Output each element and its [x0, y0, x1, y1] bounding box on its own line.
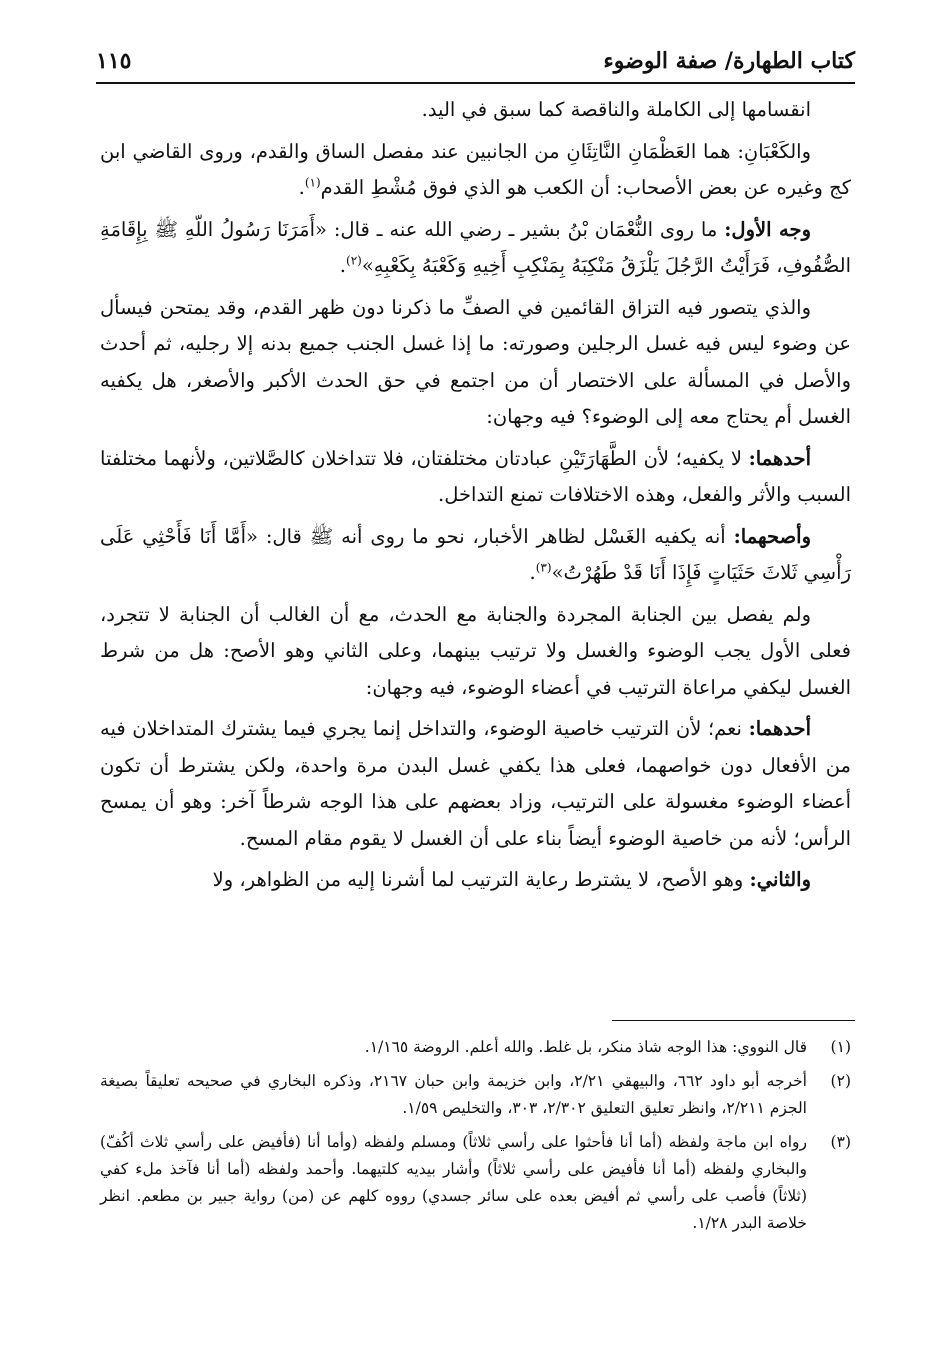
footnote-text: قال النووي: هذا الوجه شاذ منكر، بل غلط. والله أعلم. الروضة ١/١٦٥.: [364, 1038, 807, 1056]
paragraph: والكَعْبَانِ: هما العَظْمَانِ النَّاتِئَانِ من الجانبين عند مفصل الساق والقدم، وروى القاضي ابن كج وغيره عن بعض الأصحاب: أن الكعب هو الذي فوق مُشْطِ القدم$^{(١)}$.: [100, 139, 851, 199]
paragraph: وجه الأول: ما روى النُّعْمَان بْنُ بشير ـ رضي الله عنه ـ قال: «أَمَرَنَا رَسُولُ اللّهِ ﷺ بِإِقَامَةِ الصُّفُوفِ، فَرَأَيْتُ الرَّجُلَ يَلْزَقُ مَنْكِبَهُ بِمَنْكِبِ أَخِيهِ وَكَعْبَهُ بِكَعْبِهِ»$^{(٢)}$.: [100, 217, 851, 277]
footnotes: [100, 1034, 851, 1244]
paragraph: والذي يتصور فيه التزاق القائمين في الصفِّ ما ذكرنا دون ظهر القدم، وقد يمتحن فيسأل عن وضوء ليس فيه غسل الرجلين وصورته: ما إذا غسل الجنب جميع بدنه إلا رجليه، ثم أحدث والأصل في المسألة على الاختصار أن من اجتمع في حق الحدث الأكبر والأصغر، هل يكفيه الغسل أم يحتاج معه إلى الوضوء؟ فيه وجهان:: [100, 295, 851, 428]
footnote: [100, 1129, 851, 1237]
footnote-divider: [612, 1020, 855, 1021]
footnote-marker: (٣): [535, 560, 552, 575]
paragraph-lead: وجه الأول:: [724, 217, 811, 241]
footnote-number: (٣): [830, 1133, 851, 1151]
footnote: [100, 1068, 851, 1122]
footnote-number: (٢): [830, 1072, 851, 1090]
footnote-marker: (١): [304, 175, 321, 190]
paragraph-lead: والثاني:: [749, 868, 811, 891]
main-text: [100, 92, 851, 904]
footnote-text: أخرجه أبو داود ٦٦٢، والبيهقي ٢/٢١، وابن خزيمة وابن حبان ٢١٦٧، وذكره البخاري في صحيحه تعليقاً بصيغة الجزم ٢/٢١١، وانظر تعليق التعليق ٢/٣٠٢، ٣٠٣، والتخليص ١/٥٩.: [100, 1072, 807, 1117]
paragraph: ولم يفصل بين الجنابة المجردة والجنابة مع الحدث، مع أن الغالب أن الجنابة لا تتجرد، فعلى الأول يجب الوضوء والغسل ولا ترتيب بينهما، وعلى الثاني وهو الأصح: هل من شرط الغسل ليكفي مراعاة الترتيب في أعضاء الوضوء، فيه وجهان:: [100, 602, 851, 699]
page-header: [96, 34, 855, 84]
paragraph: انقسامها إلى الكاملة والناقصة كما سبق في اليد.: [421, 98, 811, 121]
footnote: [100, 1034, 851, 1061]
running-head: كتاب الطهارة/ صفة الوضوء: [603, 48, 855, 74]
paragraph-lead: وأصحهما:: [733, 524, 811, 548]
paragraph: أحدهما: نعم؛ لأن الترتيب خاصية الوضوء، والتداخل إنما يجري فيما يشترك المتداخلان فيه من الأفعال دون خواصهما، فعلى هذا يكفي غسل البدن مرة واحدة، ولكن يشترط أن تكون أعضاء الوضوء مغسولة على الترتيب، وزاد بعضهم على هذا الوجه شرطاً آخر: وهو أن يمسح الرأس؛ لأنه من خاصية الوضوء أيضاً بناء على أن الغسل لا يقوم مقام المسح.: [100, 717, 851, 850]
footnote-text: رواه ابن ماجة ولفظه (أما أنا فأحثوا على رأسي ثلاثاً) ومسلم ولفظه (وأما أنا (فأفيض على رأسي ثلاث أكُفّ) والبخاري ولفظه (أما أنا فأفيض على رأسي ثلاثاً) وأشار بيديه كلتيهما. وأحمد ولفظه (أما أنا فآخذ ملء كفي (ثلاثاً) فأصب على رأسي ثم أفيض بعده على سائر جسدي) رووه كلهم عن (من) رواية جبير بن مطعم. انظر خلاصة البدر ١/٢٨.: [100, 1133, 807, 1232]
paragraph-lead: أحدهما:: [748, 717, 811, 740]
paragraph: وأصحهما: أنه يكفيه الغَسْل لظاهر الأخبار، نحو ما روى أنه ﷺ قال: «أَمَّا أَنَا فَأَحْثِي عَلَى رَأْسِي ثَلاثَ حَثَيَاتٍ فَإِذَا أَنَا قَدْ طَهُرْتُ»$^{(٣)}$.: [100, 524, 851, 584]
footnote-number: (١): [830, 1038, 851, 1056]
paragraph: والثاني: وهو الأصح، لا يشترط رعاية الترتيب لما أشرنا إليه من الظواهر، ولا: [212, 868, 811, 891]
paragraph: أحدهما: لا يكفيه؛ لأن الطَّهَارَتَيْنِ عبادتان مختلفتان، فلا تتداخلان كالصَّلاتين، ولأنهما مختلفتا السبب والأثر والفعل، وهذه الاختلافات تمنع التداخل.: [100, 446, 851, 506]
page-number: ١١٥: [96, 48, 132, 74]
footnote-marker: (٢): [346, 253, 362, 268]
paragraph-lead: أحدهما:: [748, 446, 811, 470]
